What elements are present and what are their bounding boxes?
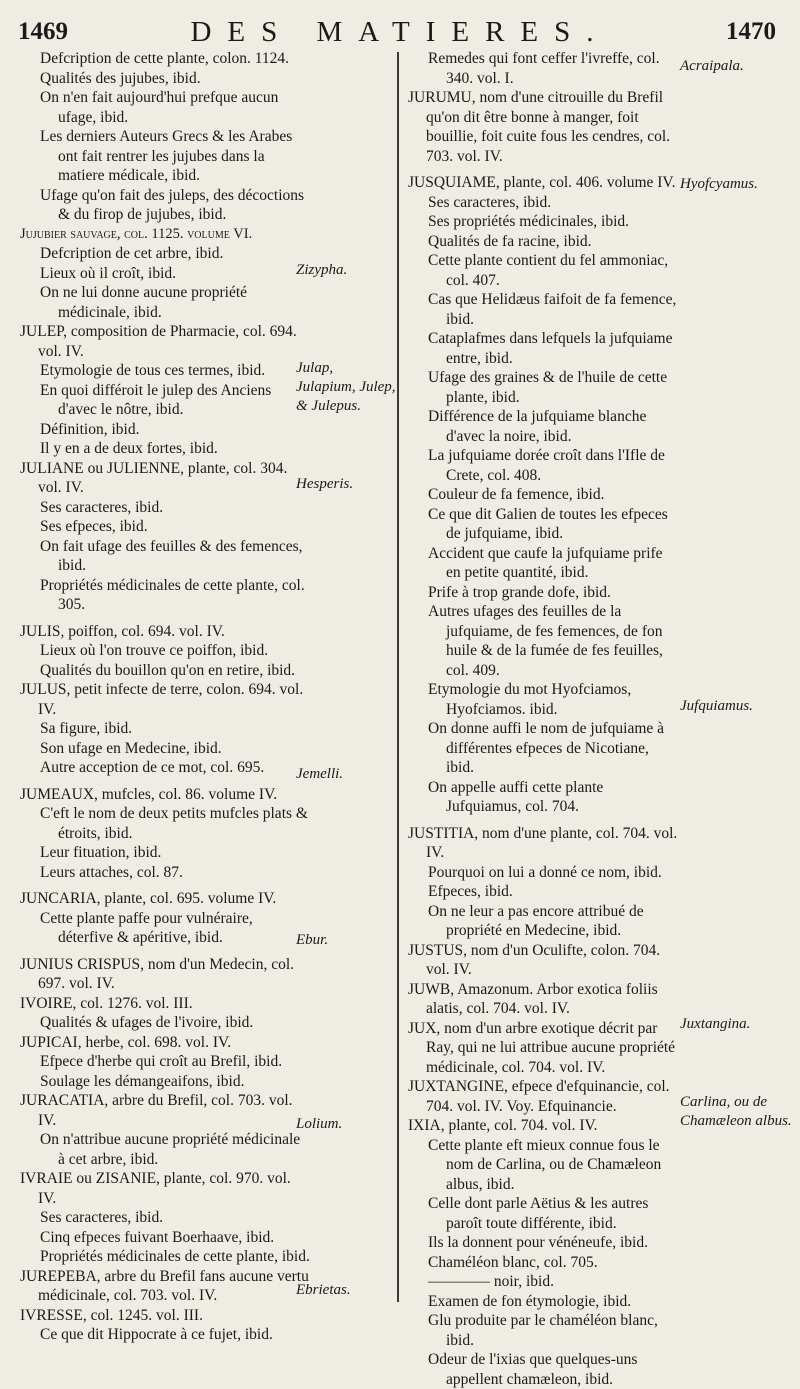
index-entry: IVRESSE, col. 1245. vol. III. — [20, 1306, 203, 1324]
index-subentry: Cette plante paffe pour vulnéraire, déterfive & apéritive, ibid. — [40, 909, 253, 946]
index-entry: JUNIUS CRISPUS, nom d'un Medecin, col. 697. vol. IV. — [20, 955, 295, 992]
index-subentry: Qualités de fa racine, ibid. — [428, 232, 592, 250]
index-entry: IXIA, plante, col. 704. vol. IV. — [408, 1117, 598, 1134]
index-entry: JUSTITIA, nom d'une plante, col. 704. vol. IV. — [408, 824, 678, 861]
index-subentry: Ils la donnent pour vénéneufe, ibid. — [428, 1234, 648, 1251]
index-entry: JULUS, petit infecte de terre, colon. 694. vol. IV. — [20, 681, 304, 718]
margin-note: Acraipala. — [680, 58, 744, 74]
index-entry: JUNCARIA, plante, col. 695. volume IV. — [20, 890, 277, 907]
index-entry: JUX, nom d'un arbre exotique décrit par Ray, qui ne lui attribue aucune propriété médicinale, col. 704. vol. IV. — [408, 1019, 676, 1076]
index-subentry: Lieux où l'on trouve ce poiffon, ibid. — [40, 642, 269, 659]
page-number-left: 1469 — [18, 18, 68, 45]
margin-note: Carlina, ou de Chamæleon albus. — [680, 1094, 792, 1129]
index-subentry: Ses caracteres, ibid. — [40, 1209, 164, 1226]
index-subentry: Accident que caufe la jufquiame prife en petite quantité, ibid. — [428, 544, 663, 581]
index-subentry: Son ufage en Medecine, ibid. — [40, 739, 222, 757]
index-subentry: Lieux où il croît, ibid. — [40, 264, 177, 282]
running-title: DES MATIERES. — [190, 16, 610, 48]
index-entry: JUMEAUX, mufcles, col. 86. volume IV. — [20, 785, 278, 803]
index-subentry: Qualités du bouillon qu'on en retire, ibid. — [40, 661, 296, 679]
margin-note: Jemelli. — [296, 766, 344, 782]
index-subentry: Ses propriétés médicinales, ibid. — [428, 213, 630, 230]
index-subentry: Ce que dit Hippocrate à ce fujet, ibid. — [40, 1326, 273, 1343]
index-subentry: Cas que Helidæus faifoit de fa femence, ibid. — [428, 291, 677, 328]
index-entry: JUREPEBA, arbre du Brefil fans aucune vertu médicinale, col. 703. vol. IV. — [20, 1267, 309, 1304]
index-subentry: Leurs attaches, col. 87. — [40, 863, 183, 881]
index-subentry: Chaméléon blanc, col. 705. — [428, 1253, 598, 1271]
index-subentry: Odeur de l'ixias que quelques-uns appellent chamæleon, ibid. — [428, 1351, 638, 1388]
margin-note: Julap, Julapium, Julep, & Julepus. — [296, 360, 396, 414]
margin-note: Jufquiamus. — [680, 698, 753, 714]
index-subentry: On appelle auffi cette plante Jufquiamus, col. 704. — [428, 778, 604, 815]
margin-note: Lolium. — [296, 1116, 343, 1132]
index-entry: JULIS, poiffon, col. 694. vol. IV. — [20, 622, 225, 640]
index-entry: JULIANE ou JULIENNE, plante, col. 304. vol. IV. — [20, 459, 288, 496]
margin-note: Ebrietas. — [296, 1282, 351, 1298]
index-subentry: Couleur de fa femence, ibid. — [428, 486, 605, 503]
index-subentry: Ses caracteres, ibid. — [40, 498, 164, 516]
right-column — [408, 49, 680, 1389]
index-subentry: Examen de fon étymologie, ibid. — [428, 1292, 632, 1310]
index-subentry: Etymologie de tous ces termes, ibid. — [40, 362, 266, 379]
index-subentry: Cinq efpeces fuivant Boerhaave, ibid. — [40, 1228, 275, 1246]
column-divider — [397, 52, 399, 1302]
index-subentry: Définition, ibid. — [40, 420, 140, 438]
index-entry: JURUMU, nom d'une citrouille du Brefil qu'on dit être bonne à manger, foit bouillie, foit cuite fous les cendres, col. 703. vol. IV. — [408, 89, 671, 165]
index-subentry: On ne leur a pas encore attribué de propriété en Medecine, ibid. — [428, 902, 644, 939]
index-subentry: Différence de la jufquiame blanche d'avec la noire, ibid. — [428, 408, 647, 445]
index-subentry: On ne lui donne aucune propriété médicinale, ibid. — [40, 284, 248, 321]
index-entry: IVOIRE, col. 1276. vol. III. — [20, 994, 193, 1012]
margin-note: Juxtangina. — [680, 1016, 751, 1032]
index-subentry: Ses caracteres, ibid. — [428, 193, 552, 211]
index-subentry: Sa figure, ibid. — [40, 720, 133, 737]
index-subentry: C'eft le nom de deux petits mufcles plats & étroits, ibid. — [40, 805, 308, 842]
index-subentry: On fait ufage des feuilles & des femences, ibid. — [40, 537, 303, 574]
index-subentry: Les derniers Auteurs Grecs & les Arabes ont fait rentrer les jujubes dans la matiere médicale, ibid. — [40, 128, 293, 184]
index-subentry: Pourquoi on lui a donné ce nom, ibid. — [428, 863, 662, 881]
index-subentry: Ce que dit Galien de toutes les efpeces de jufquiame, ibid. — [428, 505, 668, 542]
index-entry: JULEP, composition de Pharmacie, col. 694. vol. IV. — [20, 323, 297, 360]
index-subentry: On donne auffi le nom de jufquiame à différentes efpeces de Nicotiane, ibid. — [428, 720, 665, 776]
margin-note: Hesperis. — [296, 476, 354, 492]
index-subentry: Defcription de cet arbre, ibid. — [40, 245, 224, 262]
index-entry: JURACATIA, arbre du Brefil, col. 703. vol. IV. — [20, 1092, 293, 1129]
index-subentry: On n'en fait aujourd'hui prefque aucun ufage, ibid. — [40, 89, 279, 126]
index-subentry: Cette plante eft mieux connue fous le nom de Carlina, ou de Chamæleon albus, ibid. — [428, 1136, 662, 1193]
index-subentry: Etymologie du mot Hyofciamos, Hyofciamos. ibid. — [428, 681, 632, 718]
index-subentry: Ses efpeces, ibid. — [40, 518, 148, 535]
left-column — [20, 49, 310, 1345]
index-entry: JUPICAI, herbe, col. 698. vol. IV. — [20, 1033, 232, 1051]
index-subentry: Qualités & ufages de l'ivoire, ibid. — [40, 1014, 254, 1031]
index-subentry: Autre acception de ce mot, col. 695. — [40, 759, 265, 776]
margin-note: Ebur. — [296, 932, 329, 948]
index-subentry: Efpece d'herbe qui croît au Brefil, ibid. — [40, 1053, 283, 1070]
index-subentry: Remedes qui font ceffer l'ivreffe, col. 340. vol. I. — [428, 50, 660, 87]
index-subentry: Cataplafmes dans lefquels la jufquiame entre, ibid. — [428, 330, 673, 367]
index-entry: JUSTUS, nom d'un Oculifte, colon. 704. vol. IV. — [408, 941, 661, 978]
index-subentry: Efpeces, ibid. — [428, 883, 513, 900]
index-entry: JUXTANGINE, efpece d'efquinancie, col. 704. vol. IV. Voy. Efquinancie. — [408, 1078, 670, 1115]
index-subentry: Autres ufages des feuilles de la jufquiame, de fes femences, de fon huile & de la fumée de fes feuilles, col. 409. — [428, 603, 663, 679]
index-subentry: Leur fituation, ibid. — [40, 844, 162, 861]
page-header — [14, 14, 786, 52]
index-entry: IVRAIE ou ZISANIE, plante, col. 970. vol. IV. — [20, 1170, 291, 1207]
index-subentry: Cette plante contient du fel ammoniac, col. 407. — [428, 252, 669, 289]
index-subentry: Celle dont parle Aëtius & les autres paroît toute différente, ibid. — [428, 1195, 649, 1232]
index-subentry: Qualités des jujubes, ibid. — [40, 69, 201, 87]
index-subentry: Defcription de cette plante, colon. 1124. — [40, 50, 290, 67]
index-subentry: Ufage qu'on fait des juleps, des décoctions & du firop de jujubes, ibid. — [40, 186, 305, 223]
index-subentry: Glu produite par le chaméléon blanc, ibid. — [428, 1312, 658, 1349]
index-subentry: En quoi différoit le julep des Anciens d'avec le nôtre, ibid. — [40, 381, 272, 418]
index-subentry: Soulage les démangeaifons, ibid. — [40, 1072, 245, 1090]
index-subentry: Il y en a de deux fortes, ibid. — [40, 440, 218, 457]
index-subentry: La jufquiame dorée croît dans l'Ifle de Crete, col. 408. — [428, 447, 665, 484]
index-entry: JUWB, Amazonum. Arbor exotica foliis alatis, col. 704. vol. IV. — [408, 980, 658, 1017]
index-subentry: Propriétés médicinales de cette plante, col. 305. — [40, 576, 305, 613]
index-subentry: On n'attribue aucune propriété médicinale à cet arbre, ibid. — [40, 1131, 301, 1168]
page-number-right: 1470 — [726, 18, 776, 45]
margin-note: Zizypha. — [296, 262, 348, 278]
index-subentry: Prife à trop grande dofe, ibid. — [428, 583, 611, 601]
index-entry: JUSQUIAME, plante, col. 406. volume IV. — [408, 174, 676, 191]
index-subentry: Ufage des graines & de l'huile de cette plante, ibid. — [428, 369, 668, 406]
index-subentry: Propriétés médicinales de cette plante, ibid. — [40, 1248, 310, 1265]
margin-note: Hyofcyamus. — [680, 176, 758, 192]
index-subentry: ———— noir, ibid. — [428, 1273, 554, 1290]
index-entry: Jujubier sauvage, col. 1125. volume VI. — [20, 225, 253, 242]
